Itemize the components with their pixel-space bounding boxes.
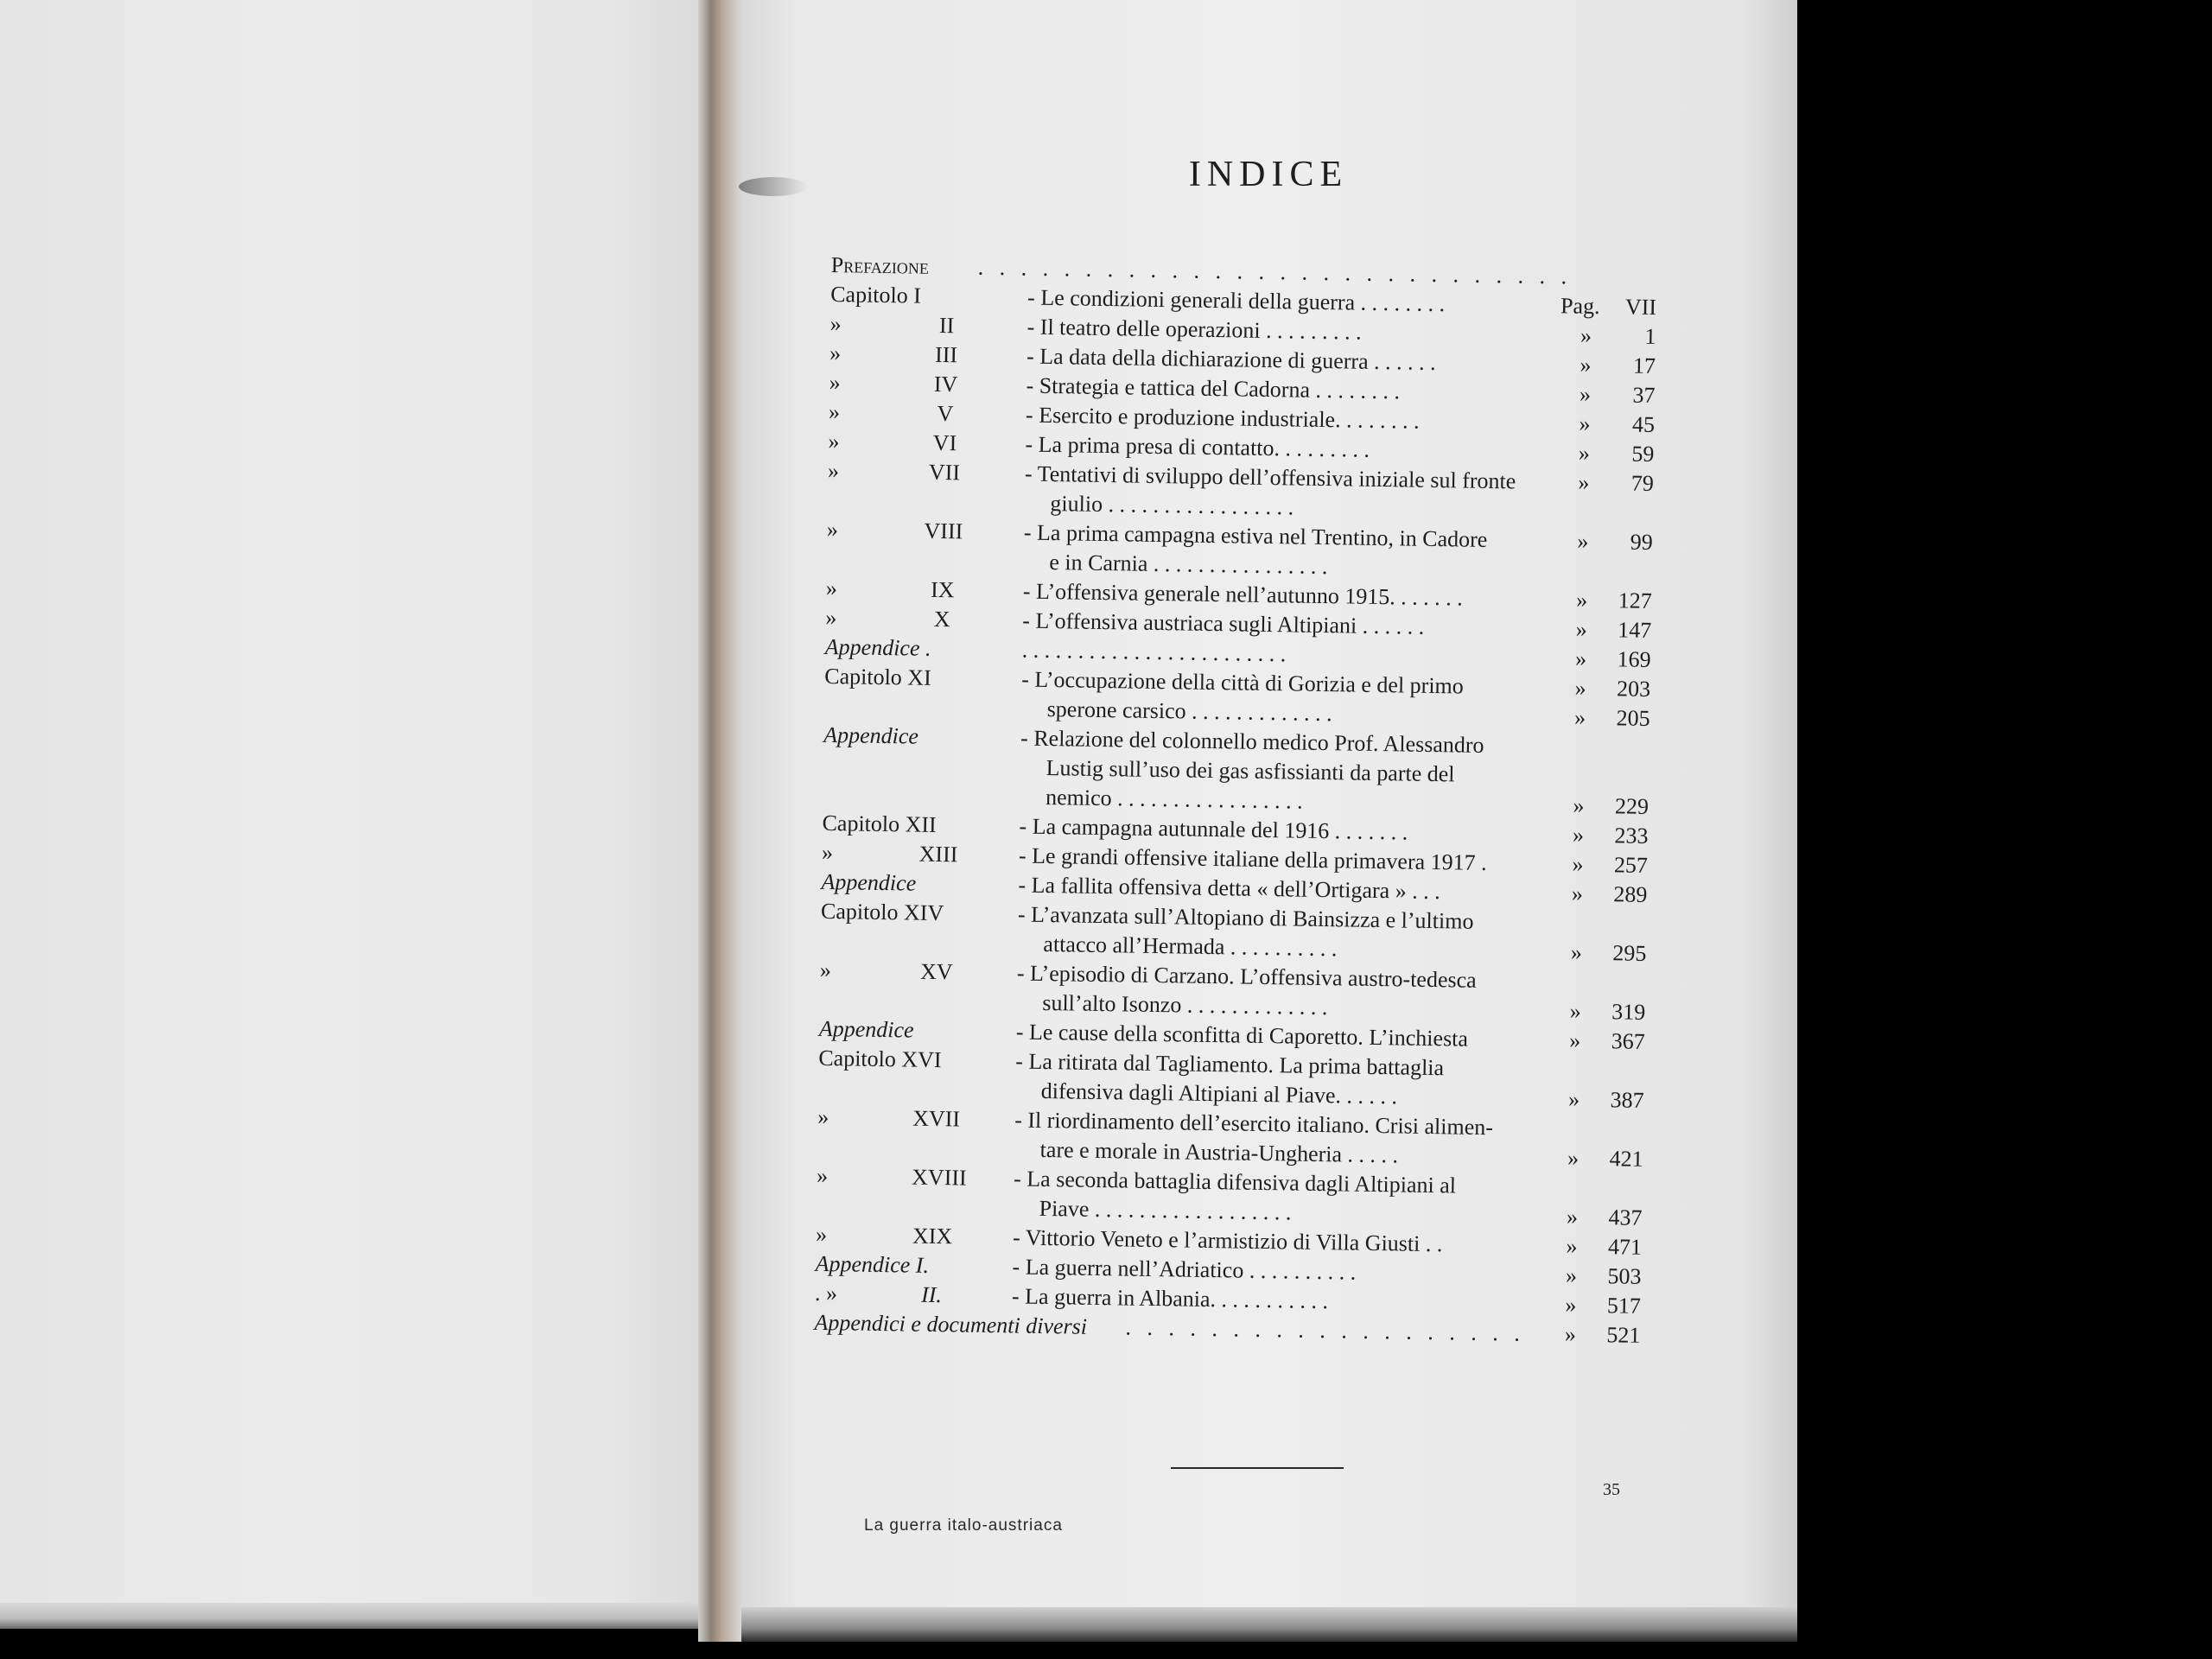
page-number: 59 (1631, 441, 1655, 467)
ditto-mark: » (1572, 822, 1585, 848)
toc-number: VI (932, 429, 957, 456)
toc-label: . » (814, 1280, 838, 1306)
page-number: 169 (1617, 646, 1651, 672)
ditto-mark: » (1578, 469, 1590, 495)
page-number: 17 (1632, 353, 1656, 378)
toc-number: XIX (912, 1223, 953, 1249)
toc-entry-text: Piave . . . . . . . . . . . . . . . . . . (1039, 1195, 1292, 1225)
toc-entry-text: - La prima presa di contatto. . . . . . . . . (1025, 431, 1370, 462)
toc-number: XVII (912, 1105, 961, 1132)
ditto-mark: » (1570, 939, 1583, 965)
page-title: INDICE (1188, 155, 1349, 194)
toc-label: Capitolo XII (822, 810, 937, 837)
ditto-mark: » (1577, 528, 1589, 554)
toc-entry-text: difensiva dagli Altipiani al Piave. . . . . . (1040, 1077, 1398, 1109)
ditto-mark: » (1567, 1145, 1580, 1171)
page-number: 387 (1610, 1087, 1644, 1113)
toc-number: VII (928, 459, 961, 486)
toc-entry-text: Lustig sull’uso dei gas asfissianti da parte del (1046, 754, 1455, 787)
page-number: 147 (1617, 617, 1652, 643)
toc-entry-text: e in Carnia . . . . . . . . . . . . . . . . (1049, 550, 1328, 580)
toc-entry-text: - Il teatro delle operazioni . . . . . . . . . (1027, 314, 1362, 345)
ditto-mark: » (1580, 352, 1592, 378)
ditto-mark: » (1580, 322, 1592, 348)
ditto-mark: » (1574, 645, 1587, 671)
toc-label: Appendice (823, 721, 919, 749)
background-shadow (1797, 0, 2212, 1659)
toc-label: » (825, 575, 838, 601)
toc-entry-text: - L’avanzata sull’Altopiano di Bainsizza e l’ultimo (1017, 901, 1474, 934)
ditto-mark: » (1579, 381, 1592, 407)
closing-rule (1171, 1467, 1344, 1469)
toc-number: X (933, 606, 950, 632)
toc-entry-text: nemico . . . . . . . . . . . . . . . . . (1045, 784, 1303, 814)
ditto-mark: » (1569, 1027, 1581, 1053)
page-number: 503 (1607, 1263, 1642, 1289)
toc-entry-text: - Vittorio Veneto e l’armistizio di Villa Giusti . . (1012, 1224, 1443, 1257)
toc-entry-text: - L’offensiva generale nell’autunno 1915. . . . . . . (1022, 578, 1464, 611)
toc-label: » (816, 1162, 829, 1189)
toc-entry-text: tare e morale in Austria-Ungheria . . . . . (1039, 1136, 1399, 1168)
toc-entry-text: - La data della dichiarazione di guerra . . . . . . (1026, 343, 1436, 376)
toc-number: V (937, 400, 954, 427)
toc-number: IX (930, 576, 955, 603)
ditto-mark: » (1572, 851, 1584, 877)
page-number: 437 (1608, 1205, 1643, 1230)
toc-label: Appendice (818, 1015, 914, 1043)
toc-entry-text: sull’alto Isonzo . . . . . . . . . . . . . (1042, 989, 1328, 1020)
dot-leader: . . . . . . . . . . . . . . . . . . . (1125, 1314, 1526, 1346)
toc-label: » (825, 604, 837, 631)
footer-title: La guerra italo-austriaca (864, 1516, 1063, 1535)
toc-entry-text: - Relazione del colonnello medico Prof. Alessandro (1020, 725, 1484, 758)
toc-number: XVIII (911, 1164, 967, 1191)
ditto-mark: » (1576, 587, 1588, 613)
ditto-mark: » (1571, 880, 1584, 906)
toc-label: » (817, 1103, 830, 1130)
toc-entry-text: - La ritirata dal Tagliamento. La prima battaglia (1015, 1048, 1445, 1081)
toc-entry-text: - La fallita offensiva detta « dell’Ortigara » . . . (1018, 872, 1440, 905)
toc-entry-text: - L’occupazione della città di Gorizia e del primo (1021, 666, 1465, 699)
left-page-edge (0, 1603, 717, 1629)
toc-label: Appendice (821, 868, 917, 896)
page-number: VII (1624, 294, 1657, 321)
ditto-mark: » (1565, 1262, 1578, 1288)
ditto-mark: » (1566, 1233, 1578, 1259)
left-page-blank (0, 0, 717, 1624)
toc-label: » (827, 457, 840, 484)
page-column-label: Pag. (1560, 293, 1600, 319)
page-number: 229 (1614, 793, 1649, 819)
toc-label: » (828, 428, 840, 454)
toc-number: VIII (924, 518, 963, 544)
toc-entry-text: - Le grandi offensive italiane della primavera 1917 . (1018, 842, 1487, 876)
ditto-mark: » (1579, 410, 1591, 436)
page-number: 45 (1631, 411, 1656, 437)
toc-label: Capitolo XIV (820, 898, 944, 926)
toc-label: Capitolo XI (824, 663, 931, 690)
toc-entry-text: giulio . . . . . . . . . . . . . . . . . (1050, 491, 1294, 520)
page-number: 127 (1618, 588, 1652, 613)
page-number: 99 (1630, 529, 1654, 555)
ditto-mark: » (1574, 675, 1586, 701)
toc-entry-text: sperone carsico . . . . . . . . . . . . . (1046, 696, 1332, 727)
toc-label: Appendice I. (815, 1250, 930, 1278)
page-number: 1 (1644, 323, 1656, 350)
dot-leader: . . . . . . . . . . . . . . . . . . . . . . . . . . . . (977, 254, 1573, 289)
page-number: 295 (1612, 940, 1647, 966)
toc-entry-text: - La campagna autunnale del 1916 . . . . . . . (1019, 813, 1408, 845)
right-page-edge (733, 1607, 1797, 1642)
toc-label: » (830, 310, 842, 337)
page-number: 517 (1606, 1293, 1642, 1319)
page-number: 203 (1616, 676, 1651, 702)
page-number: 319 (1611, 999, 1646, 1025)
toc-label: » (821, 839, 834, 866)
table-of-contents (813, 251, 1661, 1421)
toc-label: » (819, 957, 832, 983)
page-number: 367 (1611, 1028, 1645, 1054)
page-number: 233 (1614, 823, 1649, 849)
page-number: 79 (1630, 470, 1655, 496)
signature-mark: 35 (1603, 1480, 1620, 1499)
page-number: 37 (1632, 382, 1656, 408)
page-number: 471 (1607, 1234, 1643, 1260)
toc-number: XV (919, 958, 953, 985)
toc-label: Capitolo I (830, 281, 922, 308)
ditto-mark: » (1569, 998, 1582, 1024)
page-number: 257 (1613, 852, 1649, 878)
toc-entry-text: - Esercito e produzione industriale. . . . . . . . (1025, 402, 1420, 434)
toc-label: Appendice . (824, 633, 931, 661)
ditto-mark: » (1575, 616, 1587, 642)
ditto-mark: » (1566, 1204, 1579, 1230)
page-number: 421 (1609, 1146, 1643, 1172)
ditto-mark: » (1573, 704, 1586, 730)
toc-number: II. (920, 1281, 943, 1308)
ditto-mark: » (1564, 1321, 1577, 1347)
toc-entry-text: - Le condizioni generali della guerra . . . . . . . . (1027, 284, 1446, 317)
toc-label: Capitolo XVI (818, 1045, 942, 1073)
book-spine (698, 0, 741, 1642)
toc-entry-text: - La seconda battaglia difensiva dagli Altipiani al (1013, 1166, 1457, 1198)
toc-entry-text: - L’offensiva austriaca sugli Altipiani . . . . . . (1022, 607, 1425, 639)
ditto-mark: » (1573, 792, 1585, 818)
page-number: 521 (1606, 1322, 1641, 1348)
toc-entry-text: - L’episodio di Carzano. L’offensiva austro-tedesca (1016, 960, 1477, 993)
ditto-mark: » (1578, 440, 1591, 466)
toc-label: Appendici e documenti diversi (814, 1309, 1088, 1339)
toc-entry-text: attacco all’Hermada . . . . . . . . . . (1043, 931, 1338, 962)
toc-label: » (828, 398, 841, 425)
paper-stain (739, 177, 808, 196)
page-number: 205 (1616, 705, 1650, 731)
ditto-mark: » (1565, 1292, 1577, 1318)
toc-entry-text: - La prima campagna estiva nel Trentino, in Cadore (1023, 519, 1488, 552)
toc-number: III (934, 341, 958, 368)
toc-number: II (938, 312, 955, 339)
toc-entry-text: - La guerra in Albania. . . . . . . . . . . (1011, 1283, 1329, 1314)
toc-label: » (826, 516, 839, 543)
ditto-mark: » (1567, 1086, 1580, 1112)
toc-entry-text: . . . . . . . . . . . . . . . . . . . . . . . . (1021, 637, 1287, 667)
page-number: 289 (1613, 881, 1648, 907)
toc-entry-text: - Il riordinamento dell’esercito italiano. Crisi alimen- (1014, 1107, 1494, 1141)
toc-label: » (829, 340, 842, 366)
toc-entry-text: - La guerra nell’Adriatico . . . . . . . . . . (1012, 1254, 1357, 1285)
toc-number: XIII (918, 841, 958, 868)
toc-entry-text: - Tentativi di sviluppo dell’offensiva iniziale sul fronte (1024, 461, 1516, 494)
toc-label: Prefazione (830, 251, 930, 279)
toc-entry-text: - Strategia e tattica del Cadorna . . . . . . . . (1026, 372, 1401, 404)
toc-entry-text: - Le cause della sconfitta di Caporetto. L’inchiesta (1015, 1019, 1469, 1052)
toc-label: » (815, 1221, 828, 1248)
toc-label: » (829, 369, 841, 396)
toc-number: IV (933, 371, 958, 397)
